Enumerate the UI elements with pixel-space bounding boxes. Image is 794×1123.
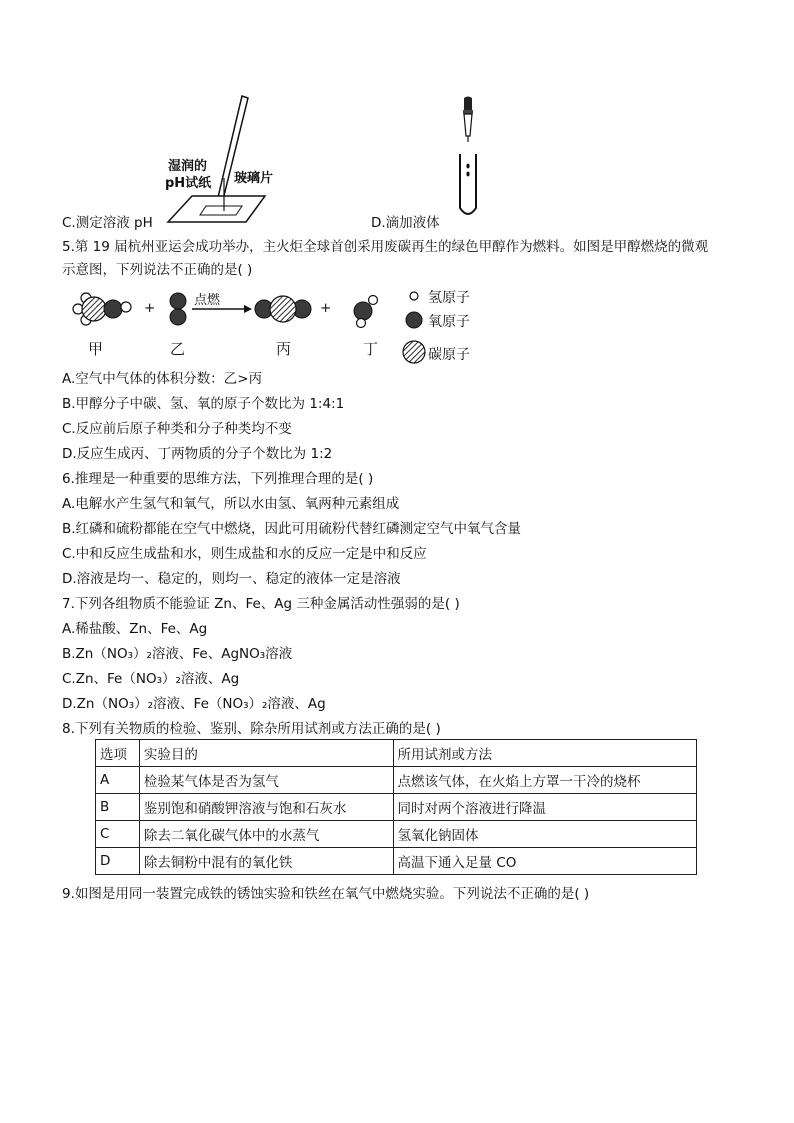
methanol-molecule xyxy=(73,293,131,325)
header-method: 所用试剂或方法 xyxy=(393,740,697,767)
label-jia: 甲 xyxy=(88,340,104,358)
q6-option-b: B.红磷和硫粉都能在空气中燃烧，因此可用硫粉代替红磷测定空气中氧气含量 xyxy=(62,521,522,537)
table-cell: 检验某气体是否为氢气 xyxy=(139,767,393,794)
q5-option-b: B.甲醇分子中碳、氢、氧的原子个数比为 1:4:1 xyxy=(62,396,345,412)
q5-stem-line1: 5.第 19 届杭州亚运会成功举办，主火炬全球首创采用废碳再生的绿色甲醇作为燃料。如图是甲醇燃烧的微观 xyxy=(62,239,709,255)
legend-oxygen: 氧原子 xyxy=(428,314,470,330)
q7-option-d: D.Zn（NO₃）₂溶液、Fe（NO₃）₂溶液、Ag xyxy=(62,696,326,712)
q9-stem: 9.如图是用同一装置完成铁的锈蚀实验和铁丝在氧气中燃烧实验。下列说法不正确的是( ) xyxy=(62,886,590,902)
table-cell: 除去二氧化碳气体中的水蒸气 xyxy=(139,821,393,848)
q7-option-c: C.Zn、Fe（NO₃）₂溶液、Ag xyxy=(62,671,240,687)
q6-option-c: C.中和反应生成盐和水，则生成盐和水的反应一定是中和反应 xyxy=(62,546,427,562)
table-row xyxy=(96,848,697,875)
table-cell: 鉴别饱和硝酸钾溶液与饱和石灰水 xyxy=(139,794,393,821)
dropper-figure xyxy=(448,96,488,222)
ph-fig-label-paper: pH试纸 xyxy=(165,176,212,191)
q7-option-b: B.Zn（NO₃）₂溶液、Fe、AgNO₃溶液 xyxy=(62,646,293,662)
table-cell: 同时对两个溶液进行降温 xyxy=(393,794,697,821)
plus-sign-1: + xyxy=(144,300,156,316)
q6-option-d: D.溶液是均一、稳定的，则均一、稳定的液体一定是溶液 xyxy=(62,571,401,587)
q7-stem: 7.下列各组物质不能验证 Zn、Fe、Ag 三种金属活动性强弱的是( ) xyxy=(62,596,460,612)
q7-option-a: A.稀盐酸、Zn、Fe、Ag xyxy=(62,621,208,637)
q5-option-d: D.反应生成丙、丁两物质的分子个数比为 1:2 xyxy=(62,446,333,462)
table-cell: 点燃该气体，在火焰上方罩一干冷的烧杯 xyxy=(393,767,697,794)
q8-stem: 8.下列有关物质的检验、鉴别、除杂所用试剂或方法正确的是( ) xyxy=(62,721,441,737)
table-cell: D xyxy=(96,848,140,875)
label-yi: 乙 xyxy=(170,340,186,358)
q4-option-c: C.测定溶液 pH xyxy=(62,215,153,231)
table-row xyxy=(96,767,697,794)
plus-sign-2: + xyxy=(320,300,332,316)
table-header-row xyxy=(96,740,697,767)
legend-carbon: 碳原子 xyxy=(428,347,470,363)
header-option: 选项 xyxy=(96,740,140,767)
q4-option-d: D.滴加液体 xyxy=(371,215,440,231)
water-molecule xyxy=(354,296,378,328)
table-cell: 氢氧化钠固体 xyxy=(393,821,697,848)
table-cell: 除去铜粉中混有的氧化铁 xyxy=(139,848,393,875)
label-ding: 丁 xyxy=(363,340,379,358)
q6-option-a: A.电解水产生氢气和氧气，所以水由氢、氧两种元素组成 xyxy=(62,496,400,512)
table-row xyxy=(96,794,697,821)
q8-options-table xyxy=(95,739,697,875)
ph-fig-label-glass: 玻璃片 xyxy=(234,171,274,186)
q6-stem: 6.推理是一种重要的思维方法，下列推理合理的是( ) xyxy=(62,471,374,487)
oxygen-molecule xyxy=(170,293,186,325)
carbon-dioxide-molecule xyxy=(255,296,311,322)
ph-fig-label-wet: 湿润的 xyxy=(168,159,208,174)
arrow-label-ignite: 点燃 xyxy=(194,293,221,308)
header-purpose: 实验目的 xyxy=(139,740,393,767)
label-bing: 丙 xyxy=(276,340,292,358)
table-cell: B xyxy=(96,794,140,821)
q5-stem-line2: 示意图，下列说法不正确的是( ) xyxy=(62,262,253,278)
table-cell: 高温下通入足量 CO xyxy=(393,848,697,875)
legend-hydrogen: 氢原子 xyxy=(428,290,470,306)
q5-option-a: A.空气中气体的体积分数：乙>丙 xyxy=(62,371,263,387)
q5-option-c: C.反应前后原子种类和分子种类均不变 xyxy=(62,421,292,437)
table-row xyxy=(96,821,697,848)
table-cell: A xyxy=(96,767,140,794)
table-cell: C xyxy=(96,821,140,848)
